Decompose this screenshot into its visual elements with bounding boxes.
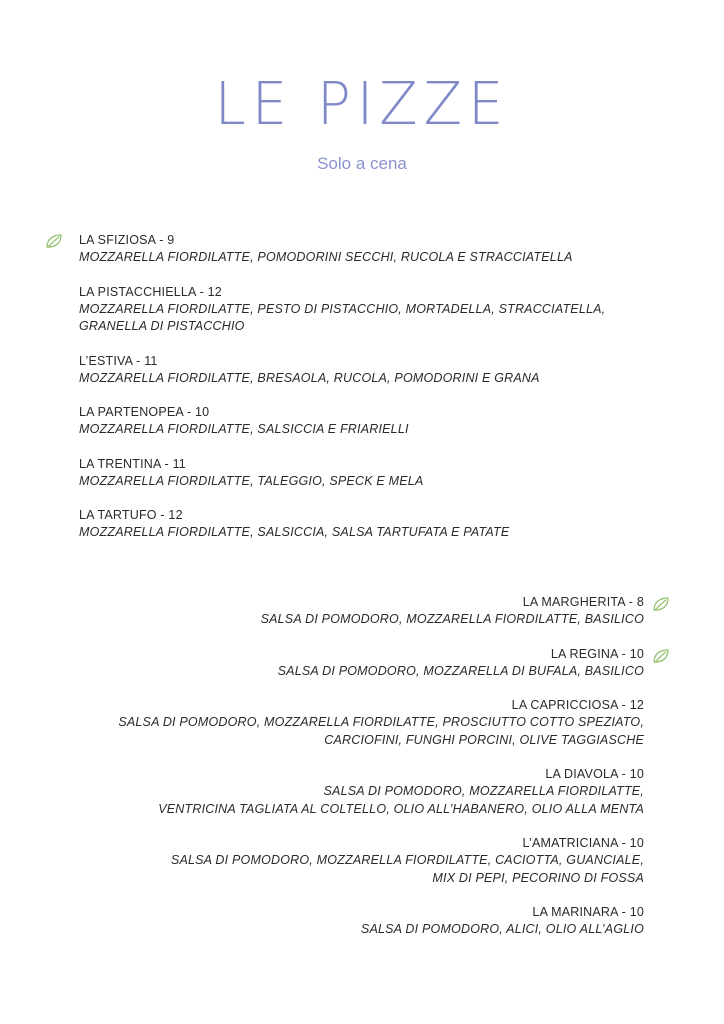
pizza-name: LA TRENTINA - 11 bbox=[79, 456, 186, 471]
pizza-item bbox=[79, 353, 659, 388]
pizza-list-left bbox=[79, 232, 659, 559]
pizza-name: LA CAPRICCIOSA - 12 bbox=[511, 698, 644, 712]
vegetarian-leaf-icon bbox=[45, 233, 63, 249]
pizza-name: LA DIAVOLA - 10 bbox=[545, 767, 644, 781]
pizza-ingredients: MOZZARELLA FIORDILATTE, BRESAOLA, RUCOLA, POMODORINI E GRANA bbox=[79, 370, 540, 385]
pizza-item bbox=[60, 835, 644, 887]
pizza-ingredients: SALSA DI POMODORO, MOZZARELLA FIORDILATTE, CACIOTTA, GUANCIALE, bbox=[170, 853, 644, 867]
pizza-ingredients: SALSA DI POMODORO, MOZZARELLA FIORDILATTE, BASILICO bbox=[260, 612, 644, 626]
vegetarian-leaf-icon bbox=[652, 596, 670, 612]
pizza-ingredients: SALSA DI POMODORO, MOZZARELLA FIORDILATTE, bbox=[323, 784, 644, 798]
pizza-ingredients: MOZZARELLA FIORDILATTE, SALSICCIA, SALSA TARTUFATA E PATATE bbox=[79, 525, 510, 539]
menu-title: LE PIZZE bbox=[214, 70, 510, 139]
pizza-ingredients: SALSA DI POMODORO, ALICI, OLIO ALL’AGLIO bbox=[360, 922, 644, 936]
pizza-name: LA SFIZIOSA - 9 bbox=[79, 233, 175, 247]
pizza-ingredients: CARCIOFINI, FUNGHI PORCINI, OLIVE TAGGIASCHE bbox=[324, 732, 644, 747]
pizza-item bbox=[79, 404, 659, 439]
pizza-name: LA MARGHERITA - 8 bbox=[522, 595, 644, 609]
pizza-item bbox=[79, 284, 659, 336]
pizza-ingredients: MOZZARELLA FIORDILATTE, POMODORINI SECCHI, RUCOLA E STRACCIATELLA bbox=[79, 250, 573, 264]
pizza-list-right bbox=[60, 594, 644, 956]
pizza-ingredients: MOZZARELLA FIORDILATTE, SALSICCIA E FRIARIELLI bbox=[79, 422, 409, 436]
pizza-item bbox=[60, 646, 644, 681]
pizza-item bbox=[60, 766, 644, 818]
pizza-name: LA PARTENOPEA - 10 bbox=[79, 405, 210, 419]
pizza-name: L’ESTIVA - 11 bbox=[79, 353, 158, 368]
pizza-name: LA REGINA - 10 bbox=[550, 646, 644, 661]
vegetarian-leaf-icon bbox=[652, 648, 670, 664]
pizza-item bbox=[60, 697, 644, 749]
pizza-item bbox=[79, 232, 659, 267]
pizza-ingredients: MOZZARELLA FIORDILATTE, PESTO DI PISTACCHIO, MORTADELLA, STRACCIATELLA, bbox=[79, 301, 606, 316]
pizza-ingredients: SALSA DI POMODORO, MOZZARELLA DI BUFALA, BASILICO bbox=[277, 663, 644, 678]
pizza-name: LA TARTUFO - 12 bbox=[79, 508, 183, 522]
pizza-ingredients: VENTRICINA TAGLIATA AL COLTELLO, OLIO ALL’HABANERO, OLIO ALLA MENTA bbox=[158, 801, 644, 816]
pizza-item bbox=[60, 594, 644, 629]
pizza-ingredients: SALSA DI POMODORO, MOZZARELLA FIORDILATTE, PROSCIUTTO COTTO SPEZIATO, bbox=[118, 715, 644, 729]
pizza-ingredients: MOZZARELLA FIORDILATTE, TALEGGIO, SPECK E MELA bbox=[79, 473, 424, 488]
pizza-item bbox=[79, 456, 659, 491]
pizza-name: LA MARINARA - 10 bbox=[532, 905, 644, 919]
pizza-name: L’AMATRICIANA - 10 bbox=[522, 836, 644, 850]
pizza-name: LA PISTACCHIELLA - 12 bbox=[79, 284, 222, 299]
pizza-item bbox=[79, 507, 659, 542]
pizza-item bbox=[60, 904, 644, 939]
menu-subtitle: Solo a cena bbox=[317, 154, 407, 173]
pizza-ingredients: MIX DI PEPI, PECORINO DI FOSSA bbox=[432, 870, 644, 885]
pizza-ingredients: GRANELLA DI PISTACCHIO bbox=[79, 319, 245, 333]
